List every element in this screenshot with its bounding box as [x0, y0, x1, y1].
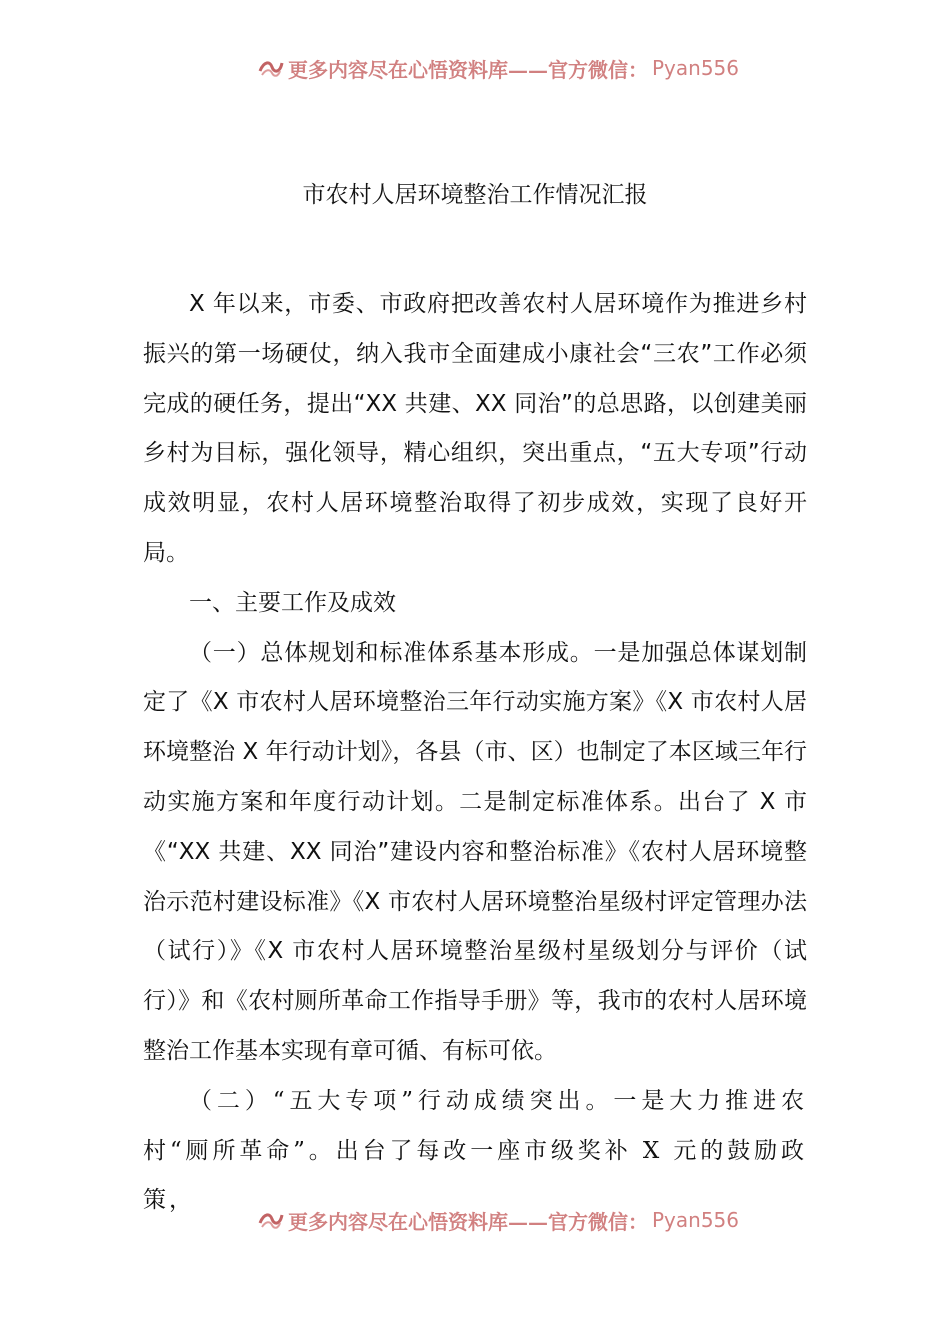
section-heading: 一、主要工作及成效 — [189, 589, 396, 616]
document-body — [143, 280, 807, 1226]
watermark-id: Pyan556 — [652, 1208, 740, 1232]
paragraph-intro: X 年以来，市委、市政府把改善农村人居环境作为推进乡村振兴的第一场硬仗，纳入我市全面建成小康社会“三农”工作必须完成的硬任务，提出“XX 共建、XX 同治”的总思路，以创建美丽乡村为目标，强化领导，精心组织，突出重点，“五大专项”行动成效明显，农村人居环境整治取得了初步成效，实现了良好开局。 — [143, 291, 807, 566]
watermark-top — [258, 56, 739, 80]
watermark-text: 更多内容尽在心悟资料库——官方微信： — [288, 1209, 648, 1234]
watermark-text: 更多内容尽在心悟资料库——官方微信： — [288, 57, 648, 82]
watermark-bottom — [258, 1208, 739, 1232]
paragraph-subsection-2: （二）“五大专项”行动成绩突出。一是大力推进农村“厕所革命”。出台了每改一座市级奖补 X 元的鼓励政策， — [143, 1087, 807, 1214]
document-title: 市农村人居环境整治工作情况汇报 — [302, 182, 648, 208]
paragraph-subsection-1: （一）总体规划和标准体系基本形成。一是加强总体谋划制定了《X 市农村人居环境整治三年行动实施方案》《X 市农村人居环境整治 X 年行动计划》，各县（市、区）也制定了本区域三年行动实施方案和年度行动计划。二是制定标准体系。出台了 X 市《“XX 共建、XX 同治”建设内容和整治标准》《农村人居环境整治示范村建设标准》《X 市农村人居环境整治星级村评定管理办法（试行）》《X 市农村人居环境整治星级村星级划分与评价（试行）》和《农村厕所革命工作指导手册》等，我市的农村人居环境整治工作基本实现有章可循、有标可依。 — [143, 639, 807, 1064]
wave-logo-icon — [258, 1209, 284, 1231]
wave-logo-icon — [258, 57, 284, 79]
watermark-id: Pyan556 — [652, 56, 740, 80]
